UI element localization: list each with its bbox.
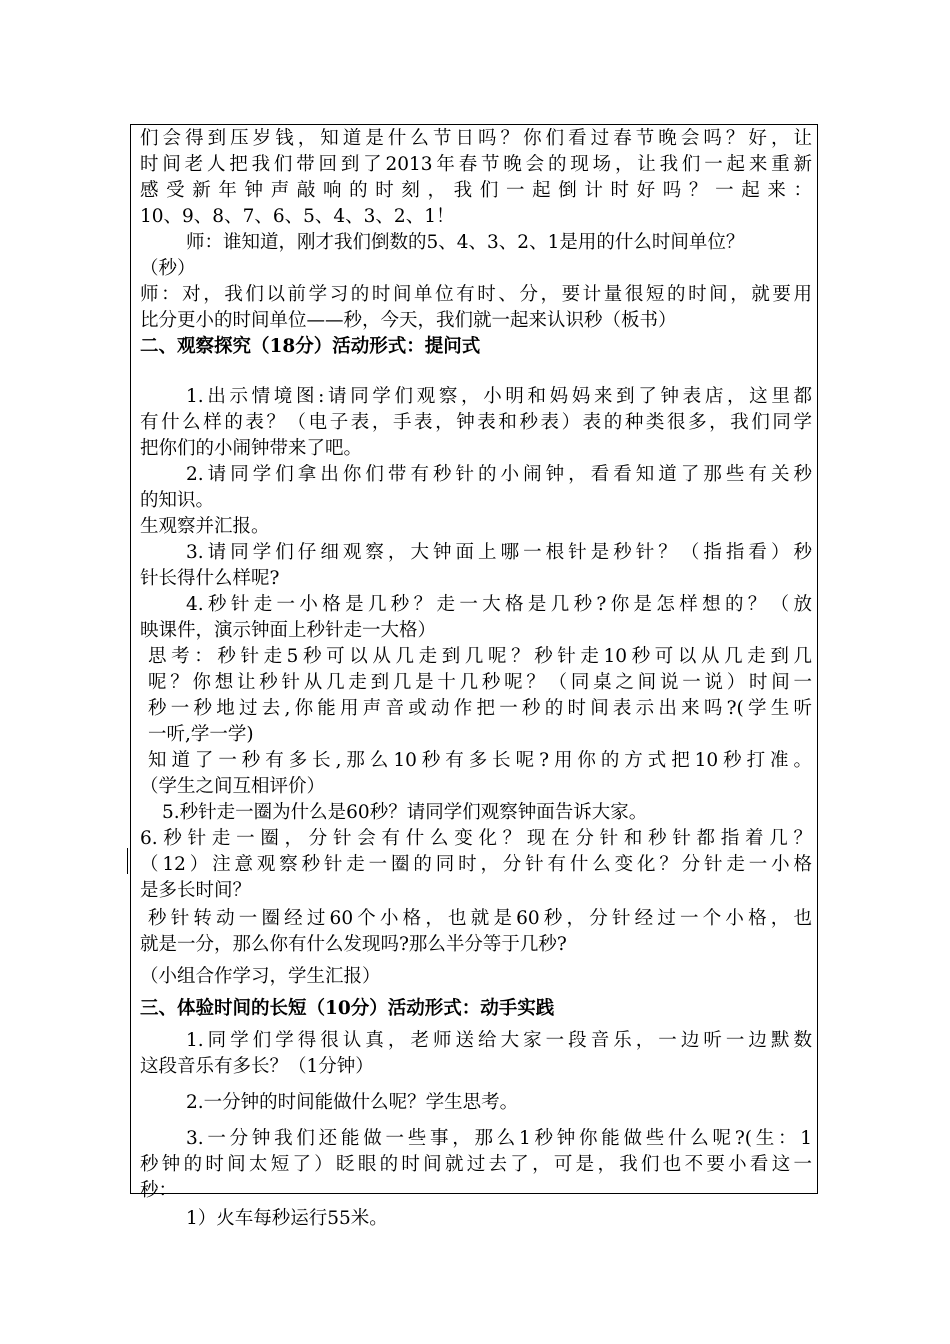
text-line: 1）火车每秒运行55米。	[186, 1208, 388, 1229]
text-line: 秒钟的时间太短了）眨眼的时间就过去了，可是，我们也不要小看这一	[140, 1154, 812, 1175]
text-line: 感受新年钟声敲响的时刻，我们一起倒计时好吗？一起来：	[140, 180, 812, 201]
text-line: 有什么样的表？（电子表，手表，钟表和秒表）表的种类很多，我们同学	[140, 412, 812, 433]
text-line: 3.一分钟我们还能做一些事，那么1秒钟你能做些什么呢?(生：1	[186, 1128, 812, 1149]
text-line: 1.出示情境图:请同学们观察，小明和妈妈来到了钟表店，这里都	[186, 386, 812, 407]
text-line: 6.秒针走一圈，分针会有什么变化？现在分针和秒针都指着几？	[140, 828, 812, 849]
text-line: 的知识。	[140, 490, 215, 511]
text-line: 1.同学们学得很认真，老师送给大家一段音乐，一边听一边默数	[186, 1030, 812, 1051]
text-line: 是多长时间？	[140, 880, 252, 901]
text-line: 4.秒针走一小格是几秒？走一大格是几秒?你是怎样想的？（放	[186, 594, 812, 615]
text-line: （12）注意观察秒针走一圈的同时，分针有什么变化？分针走一小格	[140, 854, 812, 875]
text-line: 生观察并汇报。	[140, 516, 270, 537]
text-cursor	[127, 848, 128, 874]
text-line: 这段音乐有多长？（1分钟）	[140, 1056, 374, 1077]
section-heading: 二、观察探究（18分）活动形式：提问式	[140, 336, 481, 357]
text-line: 2.请同学们拿出你们带有秒针的小闹钟，看看知道了那些有关秒	[186, 464, 812, 485]
text-line: 2.一分钟的时间能做什么呢？学生思考。	[186, 1092, 519, 1113]
text-line: 师：对，我们以前学习的时间单位有时、分，要计量很短的时间，就要用	[140, 284, 812, 305]
text-line: 秒：	[140, 1180, 178, 1201]
text-line: 就是一分，那么你有什么发现吗?那么半分等于几秒?	[140, 934, 567, 955]
text-line: 秒一秒地过去,你能用声音或动作把一秒的时间表示出来吗?(学生听	[148, 698, 812, 719]
text-line: 知道了一秒有多长,那么10秒有多长呢?用你的方式把10秒打准。	[148, 750, 812, 771]
text-line: 映课件，演示钟面上秒针走一大格）	[140, 620, 437, 641]
text-line: （秒）	[140, 258, 196, 279]
text-line: （小组合作学习，学生汇报）	[140, 966, 381, 987]
text-line: （学生之间互相评价）	[140, 776, 326, 797]
text-line: 呢？你想让秒针从几走到几是十几秒呢？（同桌之间说一说）时间一	[148, 672, 812, 693]
text-line: 针长得什么样呢?	[140, 568, 280, 589]
text-line: 3.请同学们仔细观察，大钟面上哪一根针是秒针？（指指看）秒	[186, 542, 812, 563]
text-line: 师：谁知道，刚才我们倒数的5、4、3、2、1是用的什么时间单位？	[186, 232, 745, 253]
text-line: 们会得到压岁钱，知道是什么节日吗？你们看过春节晚会吗？好，让	[140, 128, 812, 149]
text-line: 5.秒针走一圈为什么是60秒？请同学们观察钟面告诉大家。	[162, 802, 648, 823]
text-line: 秒针转动一圈经过60个小格，也就是60秒，分针经过一个小格，也	[148, 908, 812, 929]
section-heading: 三、体验时间的长短（10分）活动形式：动手实践	[140, 998, 555, 1019]
text-line: 把你们的小闹钟带来了吧。	[140, 438, 363, 459]
text-line: 比分更小的时间单位——秒，今天，我们就一起来认识秒（板书）	[140, 310, 677, 331]
text-line: 时间老人把我们带回到了2013年春节晚会的现场，让我们一起来重新	[140, 154, 812, 175]
text-line: 一听,学一学)	[148, 724, 254, 745]
text-line: 10、9、8、7、6、5、4、3、2、1！	[140, 206, 455, 227]
text-line: 思考：秒针走5秒可以从几走到几呢？秒针走10秒可以从几走到几	[148, 646, 812, 667]
